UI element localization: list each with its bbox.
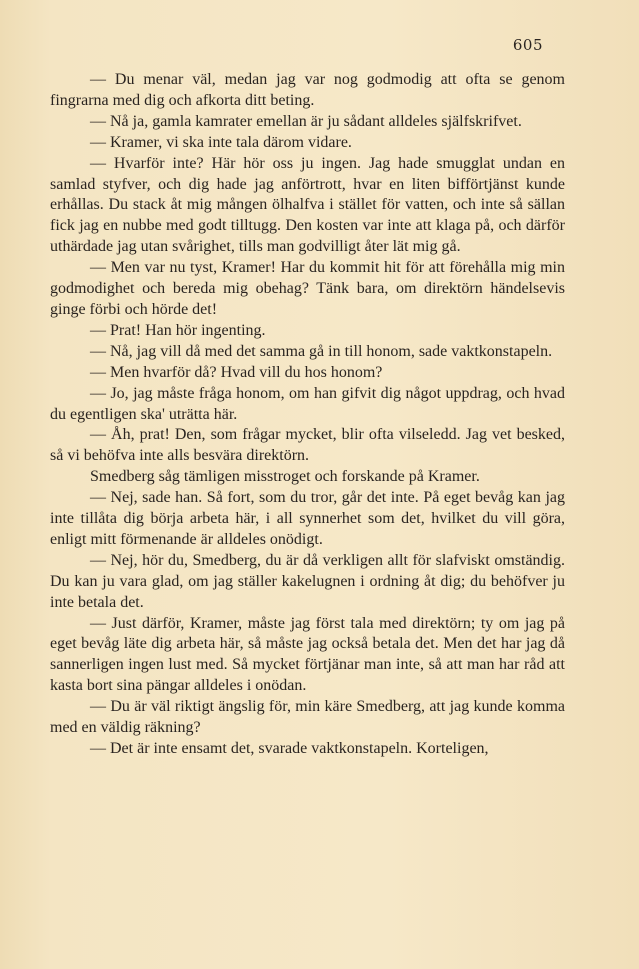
paragraph: — Men var nu tyst, Kramer! Har du kommit hit för att förehålla mig min godmodighet och bereda mig obehag? Tänk bara, om direktörn händelsevis ginge förbi och hörde det! xyxy=(50,259,565,318)
paragraph: — Prat! Han hör ingenting. xyxy=(90,321,266,339)
paragraph: — Men hvarför då? Hvad vill du hos honom? xyxy=(90,363,383,381)
paragraph: — Nå ja, gamla kamrater emellan är ju sådant alldeles själfskrifvet. xyxy=(90,112,522,130)
paragraph: — Nej, sade han. Så fort, som du tror, går det inte. På eget bevåg kan jag inte tillåta dig börja arbeta här, i all synnerhet som det, hvilket du vill göra, enligt mitt förmenande är alldeles onödigt. xyxy=(50,489,565,548)
paragraph: — Just därför, Kramer, måste jag först tala med direktörn; ty om jag på eget bevåg läte dig arbeta här, så måste jag också betala det. Men det har jag då sannerligen ingen lust med. Så mycket förtjänar man inte, så att man har råd att kasta bort sina pängar alldeles i onödan. xyxy=(50,614,565,695)
page-number: 605 xyxy=(512,36,543,54)
paragraph: — Nå, jag vill då med det samma gå in till honom, sade vaktkonstapeln. xyxy=(90,342,553,360)
paragraph: — Du menar väl, medan jag var nog godmodig att ofta se genom fingrarna med dig och afkorta ditt beting. xyxy=(50,71,565,109)
paragraph: — Du är väl riktigt ängslig för, min käre Smedberg, att jag kunde komma med en väldig räkning? xyxy=(50,698,565,737)
paragraph: — Kramer, vi ska inte tala därom vidare. xyxy=(90,133,352,151)
body-text xyxy=(50,70,565,760)
paragraph: Smedberg såg tämligen misstroget och forskande på Kramer. xyxy=(90,468,480,486)
paragraph: — Det är inte ensamt det, svarade vaktkonstapeln. Korteligen, xyxy=(90,740,489,757)
paragraph: — Hvarför inte? Här hör oss ju ingen. Jag hade smugglat undan en samlad styfver, och dig hade jag anförtrott, hvar en liten bifförtjänst kunde erhållas. Du stack åt mig mången ölhalfva i stället för vatten, och inte så sällan fick jag en nubbe med godt tilltugg. Den kosten var inte att klaga på, och därför uthärdade jag utan svårighet, tills man godvilligt åter lät mig gå. xyxy=(50,154,565,256)
paragraph: — Nej, hör du, Smedberg, du är då verkligen allt för slafviskt omständig. Du kan ju vara glad, om jag ställer kakelugnen i ordning åt dig; du behöfver ju inte betala det. xyxy=(50,551,565,611)
paragraph: — Åh, prat! Den, som frågar mycket, blir ofta vilseledd. Jag vet besked, så vi behöfva inte alls besvära direktörn. xyxy=(50,426,565,465)
paragraph: — Jo, jag måste fråga honom, om han gifvit dig något uppdrag, och hvad du egentligen ska' uträtta här. xyxy=(50,384,565,423)
